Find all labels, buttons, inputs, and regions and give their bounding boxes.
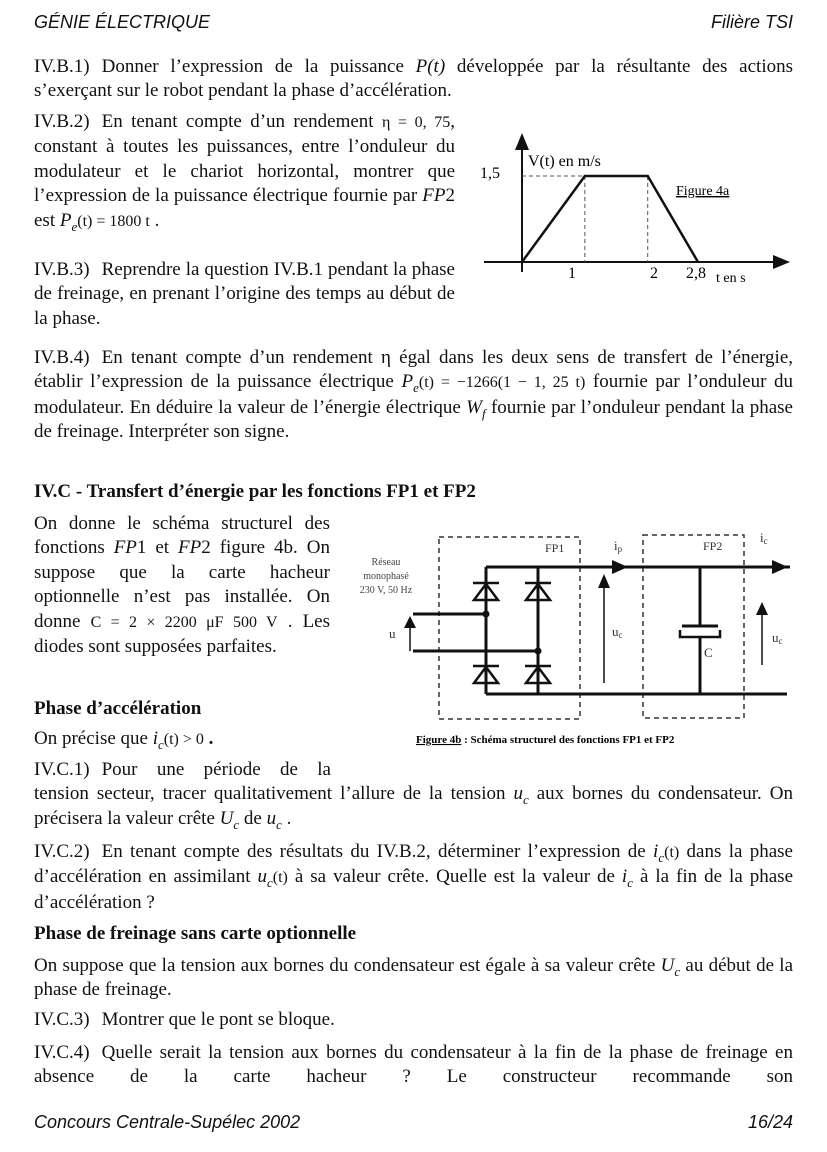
text: Pour une période de la tension secteur, tracer qualitativement l’allure de la tension: [34, 759, 514, 805]
math: P: [401, 371, 414, 393]
y-tick-label: 1,5: [480, 165, 500, 182]
footer-contest: Concours Centrale-Supélec 2002: [34, 1112, 301, 1132]
math-sub: f: [481, 405, 486, 421]
text: .: [203, 728, 214, 749]
text: fournie par l’onduleur du modulateur. En déduire la valeur de l’énergie électrique: [34, 371, 794, 418]
math: (t): [272, 869, 288, 887]
math-sub: c: [627, 875, 633, 891]
text: On suppose que la tension aux bornes du condensateur est égale à sa valeur crête: [34, 955, 661, 976]
text: aux bornes du condensateur. On précisera la valeur crête: [34, 783, 793, 829]
text: Montrer que le pont se bloque.: [101, 1009, 335, 1030]
text: .: [281, 807, 292, 829]
figure-title: Figure 4a: [676, 184, 730, 199]
math: (t) > 0: [163, 731, 204, 748]
text: au début de la phase de freinage.: [34, 955, 793, 1001]
spacer: [331, 758, 793, 782]
subheading-phase-freinage: Phase de freinage sans carte optionnelle: [34, 923, 357, 944]
text: On donne le schéma structurel des fonctions: [34, 513, 330, 559]
x-tick-label: 2,8: [686, 265, 706, 282]
text: En tenant compte d’un rendement η égal dans les deux sens de transfert de l’énergie, établir l’expression de la puissance électrique: [34, 347, 793, 393]
header-track: Filière TSI: [710, 12, 793, 32]
math: (t) = 1800 t: [77, 212, 150, 230]
capacitor-label: C: [704, 645, 713, 660]
text: En tenant compte des résultats du IV.B.2, déterminer l’expression de: [101, 841, 654, 862]
current-ip-arrow: [612, 560, 628, 574]
math: P: [59, 209, 72, 231]
precise-statement: [34, 727, 213, 752]
figure-4b-caption: Figure 4b : Schéma structurel des fonctions FP1 et FP2: [416, 734, 675, 746]
voltage-uc-out-label: uc: [772, 630, 783, 646]
math-sub: c: [267, 875, 273, 891]
math: i: [621, 866, 628, 888]
junction-dot: [535, 648, 542, 655]
question-number: IV.B.3): [34, 259, 90, 280]
math: i: [152, 728, 158, 749]
arrow-head: [404, 616, 416, 628]
math-sub: e: [413, 380, 419, 396]
math-sub: c: [674, 963, 681, 979]
math: 2: [445, 185, 455, 207]
question-number: IV.C.3): [34, 1009, 90, 1030]
math: i: [653, 841, 659, 862]
question-number: IV.B.4): [34, 347, 90, 368]
text: à la fin de la phase d’accélération ?: [34, 866, 793, 913]
suppose-statement: [34, 954, 793, 1003]
question-number: IV.C.2): [34, 841, 90, 862]
voltage-u-label: u: [389, 626, 396, 641]
text: Quelle serait la tension aux bornes du condensateur à la fin de la phase de freinage en absence de la carte hacheur ? Le constructeur recommande son: [34, 1042, 793, 1088]
math: U: [219, 807, 234, 829]
math: FP: [178, 537, 202, 559]
text: dans la phase d’accélération en assimilant: [34, 841, 793, 888]
math: u: [266, 807, 277, 829]
math: u: [257, 866, 267, 888]
text: fournie par l’onduleur pendant la phase de freinage. Interpréter son signe.: [34, 396, 793, 443]
math: U: [660, 955, 675, 976]
current-ip-label: ip: [614, 538, 623, 554]
math: (t) = −1266(1 − 1, 25 t): [418, 374, 586, 392]
y-axis-label: V(t) en m/s: [528, 153, 601, 170]
text: Reprendre la question IV.B.1 pendant la phase de freinage, en prenant l’origine des temps au début de la phase.: [34, 259, 455, 329]
x-tick-label: 2: [650, 265, 658, 282]
math-sub: e: [71, 218, 78, 234]
math: u: [513, 783, 523, 805]
junction-dot: [483, 611, 490, 618]
network-label: Réseau: [371, 557, 401, 568]
text: et: [146, 537, 179, 559]
text: de: [239, 807, 267, 829]
cap-plate-curved: [680, 630, 720, 637]
footer-page-number: 16/24: [747, 1112, 793, 1132]
voltage-uc-label: uc: [612, 624, 623, 640]
text: . Les diodes sont supposées parfaites.: [34, 610, 331, 658]
current-ic-label: ic: [760, 530, 768, 546]
math: W: [466, 396, 482, 418]
text: On précise que: [34, 728, 153, 749]
question-ivc2: [34, 840, 793, 915]
network-label: monophasé: [363, 571, 409, 582]
x-axis-label: t en s: [716, 271, 746, 286]
question-ivc4: [34, 1041, 793, 1090]
math: (t): [664, 844, 680, 861]
question-number: IV.B.1): [34, 56, 90, 77]
text: est: [34, 209, 60, 231]
arrow-head: [598, 574, 610, 588]
subheading-phase-acceleration: Phase d’accélération: [34, 698, 202, 719]
math: 1: [136, 537, 147, 559]
math: η = 0, 75: [381, 114, 451, 131]
question-ivc3: [34, 1008, 793, 1032]
text: figure 4b. On suppose que la carte hacheur optionnelle n’est pas installée. On donne: [34, 537, 330, 632]
math-sub: c: [522, 792, 529, 808]
text: En tenant compte d’un rendement: [101, 111, 382, 132]
text: à sa valeur crête. Quelle est la valeur de: [287, 866, 622, 888]
text: , constant à toutes les puissances, entre l’onduleur du modulateur et le chariot horizontal, montrer que l’expression de la puissance électrique fournie par: [34, 111, 455, 207]
math: C = 2 × 2200 μF 500 V: [90, 613, 278, 631]
network-label: 230 V, 50 Hz: [359, 585, 413, 596]
header-subject: GÉNIE ÉLECTRIQUE: [34, 12, 211, 32]
fp2-label: FP2: [703, 539, 723, 553]
text: .: [149, 209, 160, 231]
math: P(t): [415, 56, 446, 77]
math-sub: c: [158, 736, 164, 752]
question-ivc1: [34, 758, 793, 831]
math-sub: c: [658, 849, 665, 865]
text: Donner l’expression de la puissance: [101, 56, 416, 77]
question-number: IV.C.1): [34, 759, 90, 780]
current-ic-arrow: [772, 560, 788, 574]
x-tick-label: 1: [568, 265, 576, 282]
math-sub: c: [276, 816, 282, 832]
arrow-head: [756, 602, 768, 615]
math-sub: c: [233, 816, 240, 832]
fp1-box: [439, 537, 580, 719]
math: 2: [201, 537, 211, 559]
math: FP: [422, 185, 446, 207]
section-heading-ivc: IV.C - Transfert d’énergie par les fonctions FP1 et FP2: [34, 481, 476, 502]
fp1-label: FP1: [545, 541, 565, 555]
text: développée par la résultante des actions s’exerçant sur le robot pendant la phase d’accélération.: [34, 56, 793, 102]
question-number: IV.C.4): [34, 1042, 90, 1063]
question-number: IV.B.2): [34, 111, 90, 132]
math: FP: [113, 537, 137, 559]
